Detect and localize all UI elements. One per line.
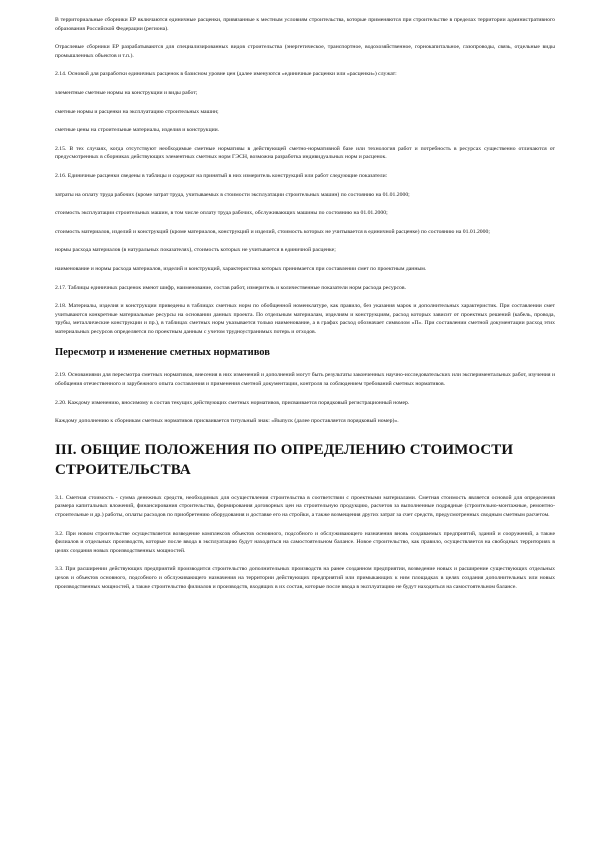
- chapter-heading: III. ОБЩИЕ ПОЛОЖЕНИЯ ПО ОПРЕДЕЛЕНИЮ СТОИМОСТИ СТРОИТЕЛЬСТВА: [55, 441, 514, 478]
- paragraph: 2.18. Материалы, изделия и конструкции приведены в таблицах сметных норм по обобщенной номенклатуре, как правило, без указания марок и дополнительных характеристик. При составлении смет учитываются конкретные материальные ресурсы на основании данных проекта. По отдельным материалам, изделиям и конструкциям, расход которых зависит от проектных решений (кабель, провода, трубы, металлические конструкции и пр.), в таблицах сметных норм указывается только наименование, а в графах расход обозначает символом «П». При составлении сметной документации расход этих материальных ресурсов определяется по проектным данным с учетом трудноустранимых потерь и отходов.: [55, 303, 555, 335]
- paragraph: затраты на оплату труда рабочих (кроме затрат труда, учитываемых в стоимости эксплуатации строительных машин) по состоянию на 01.01.2000;: [55, 191, 410, 198]
- paragraph: нормы расхода материалов (в натуральных показателях), стоимость которых не учитывается в единичной расценке;: [55, 247, 336, 254]
- paragraph: стоимость материалов, изделий и конструкций (кроме материалов, конструкций и изделий, стоимость которых не учитывается в единичной расценке) по состоянию на 01.01.2000;: [55, 228, 490, 235]
- paragraph: сметные нормы и расценки на эксплуатацию строительных машин;: [55, 108, 219, 115]
- paragraph: Каждому дополнению к сборникам сметных нормативов присваивается титульный знак: «Выпуск (далее проставляется порядковый номер)».: [55, 418, 399, 425]
- paragraph: элементные сметные нормы на конструкции и виды работ;: [55, 89, 198, 96]
- paragraph: наименование и нормы расхода материалов, изделий и конструкций, характеристика которых принимается при составлении смет по проектным данным.: [55, 265, 427, 272]
- paragraph: сметные цены на строительные материалы, изделия и конструкции.: [55, 127, 220, 134]
- paragraph: В территориальные сборники ЕР включаются единичные расценки, привязанные к местным условиям строительства, которые применяются при строительстве в пределах территории административного образования Российской Федерации (региона).: [55, 17, 555, 32]
- paragraph: стоимость эксплуатации строительных машин, в том числе оплату труда рабочих, обслуживающих машины по состоянию на 01.01.2000;: [55, 210, 388, 217]
- paragraph: 3.1. Сметная стоимость - сумма денежных средств, необходимых для осуществления строительства в соответствии с проектными материалами. Сметная стоимость является основой для определения размера капитальных вложений, финансирования строительства, формирования договорных цен на строительную продукцию, расчетов за выполненные подрядные (строительно-монтажные, ремонтно-строительные и др.) работы, оплаты расходов по приобретению оборудования и доставке его на стройки, а также возмещения других затрат за счет средств, предусмотренных сводным сметным расчетом.: [55, 494, 555, 519]
- paragraph: 2.17. Таблицы единичных расценок имеют шифр, наименование, состав работ, измеритель и количественные показатели норм расхода ресурсов.: [55, 284, 407, 291]
- paragraph: 3.2. При новом строительстве осуществляется возведение комплексов объектов основного, подсобного и обслуживающего назначения вновь создаваемых предприятий, зданий и сооружений, а также филиалов и отдельных производств, которые после ввода в эксплуатацию будут находиться на самостоятельном балансе. Новое строительство, как правило, осуществляется на свободных территориях в целях создания новых производственных мощностей.: [55, 530, 555, 554]
- paragraph: 2.19. Основаниями для пересмотра сметных нормативов, внесения в них изменений и дополнений могут быть результаты законченных научно-исследовательских или экспериментальных работ, изучения и обобщения отечественного и зарубежного опыта составления и применения сметной документации, контроля за соблюдением требований сметных нормативов.: [55, 372, 555, 388]
- paragraph: 3.3. При расширении действующих предприятий производится строительство дополнительных производств на ранее созданном предприятии, возведение новых и расширение существующих отдельных цехов и объектов основного, подсобного и обслуживающего назначения на территории действующих предприятий или примыкающих к ним площадках в целях создания дополнительных или новых производственных мощностей, а также строительство филиалов и производств, входящих в их состав, которые после ввода в эксплуатацию не будут находиться на самостоятельном балансе.: [55, 566, 555, 590]
- paragraph: 2.16. Единичные расценки сведены в таблицы и содержат на принятый в них измеритель конструкций или работ следующие показатели:: [55, 172, 388, 179]
- paragraph: Отраслевые сборники ЕР разрабатываются для специализированных видов строительства (энергетическое, транспортное, водохозяйственное, горнокапитальное, газопроводы, связь, отдельные виды промышленных объектов и т.п.).: [55, 44, 555, 59]
- paragraph: 2.14. Основой для разработки единичных расценок в базисном уровне цен (далее именуются «единичные расценки или «расценки») служат:: [55, 71, 397, 78]
- paragraph: 2.20. Каждому изменению, вносимому в состав текущих действующих сметных нормативов, присваивается порядковый регистрационный номер.: [55, 399, 410, 406]
- paragraph: 2.15. В тех случаях, когда отсутствуют необходимые сметные нормативы в действующей сметно-нормативной базе или технология работ и потребность в ресурсах существенно отличаются от предусмотренных в сборниках действующих элементных сметных норм ГЭСН, возможна разработка индивидуальных норм и расценок.: [55, 145, 555, 161]
- section-heading: Пересмотр и изменение сметных нормативов: [55, 347, 270, 359]
